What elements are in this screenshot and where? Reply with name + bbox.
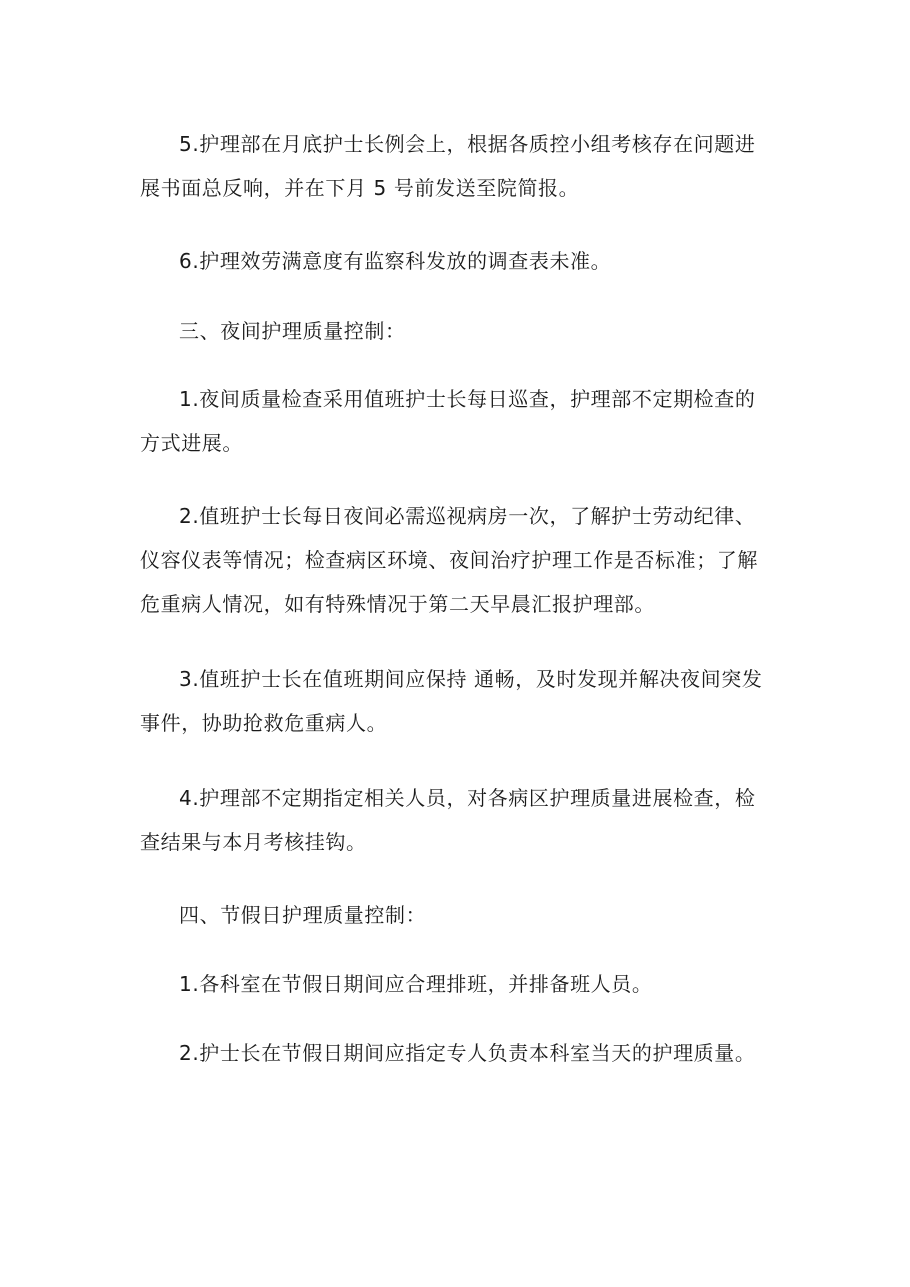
paragraph-item-5 [140,122,780,210]
section-heading: 四、节假日护理质量控制： [179,903,427,927]
paragraph-line: 仪容仪表等情况；检查病区环境、夜间治疗护理工作是否标准；了解 [140,548,758,572]
paragraph-item-6 [140,239,780,283]
paragraph-holiday-item-1 [140,962,780,1006]
paragraph-night-item-1 [140,377,780,465]
paragraph-line: 方式进展。 [140,431,243,455]
paragraph-line: 查结果与本月考核挂钩。 [140,830,367,854]
paragraph-line: 2.值班护士长每日夜间必需巡视病房一次，了解护士劳动纪律、 [179,504,756,528]
paragraph-night-item-4 [140,776,780,864]
section-heading: 三、夜间护理质量控制： [179,319,406,343]
paragraph-line: 危重病人情况，如有特殊情况于第二天早晨汇报护理部。 [140,592,655,616]
paragraph-night-item-3 [140,657,780,745]
paragraph-holiday-item-2 [140,1031,780,1075]
paragraph-line: 4.护理部不定期指定相关人员，对各病区护理质量进展检查，检 [179,786,756,810]
paragraph-line: 展书面总反响，并在下月 5 号前发送至院简报。 [140,176,580,200]
section-heading-holiday-quality [140,893,780,937]
paragraph-line: 5.护理部在月底护士长例会上，根据各质控小组考核存在问题进 [179,132,756,156]
paragraph-line: 3.值班护士长在值班期间应保持 通畅，及时发现并解决夜间突发 [179,667,763,691]
section-heading-night-quality [140,309,780,353]
paragraph-night-item-2 [140,494,780,626]
paragraph-line: 1.各科室在节假日期间应合理排班，并排备班人员。 [179,972,653,996]
paragraph-line: 事件，协助抢救危重病人。 [140,711,388,735]
paragraph-line: 6.护理效劳满意度有监察科发放的调查表未准。 [179,249,612,273]
paragraph-line: 1.夜间质量检查采用值班护士长每日巡查，护理部不定期检查的 [179,387,756,411]
paragraph-line: 2.护士长在节假日期间应指定专人负责本科室当天的护理质量。 [179,1041,756,1065]
